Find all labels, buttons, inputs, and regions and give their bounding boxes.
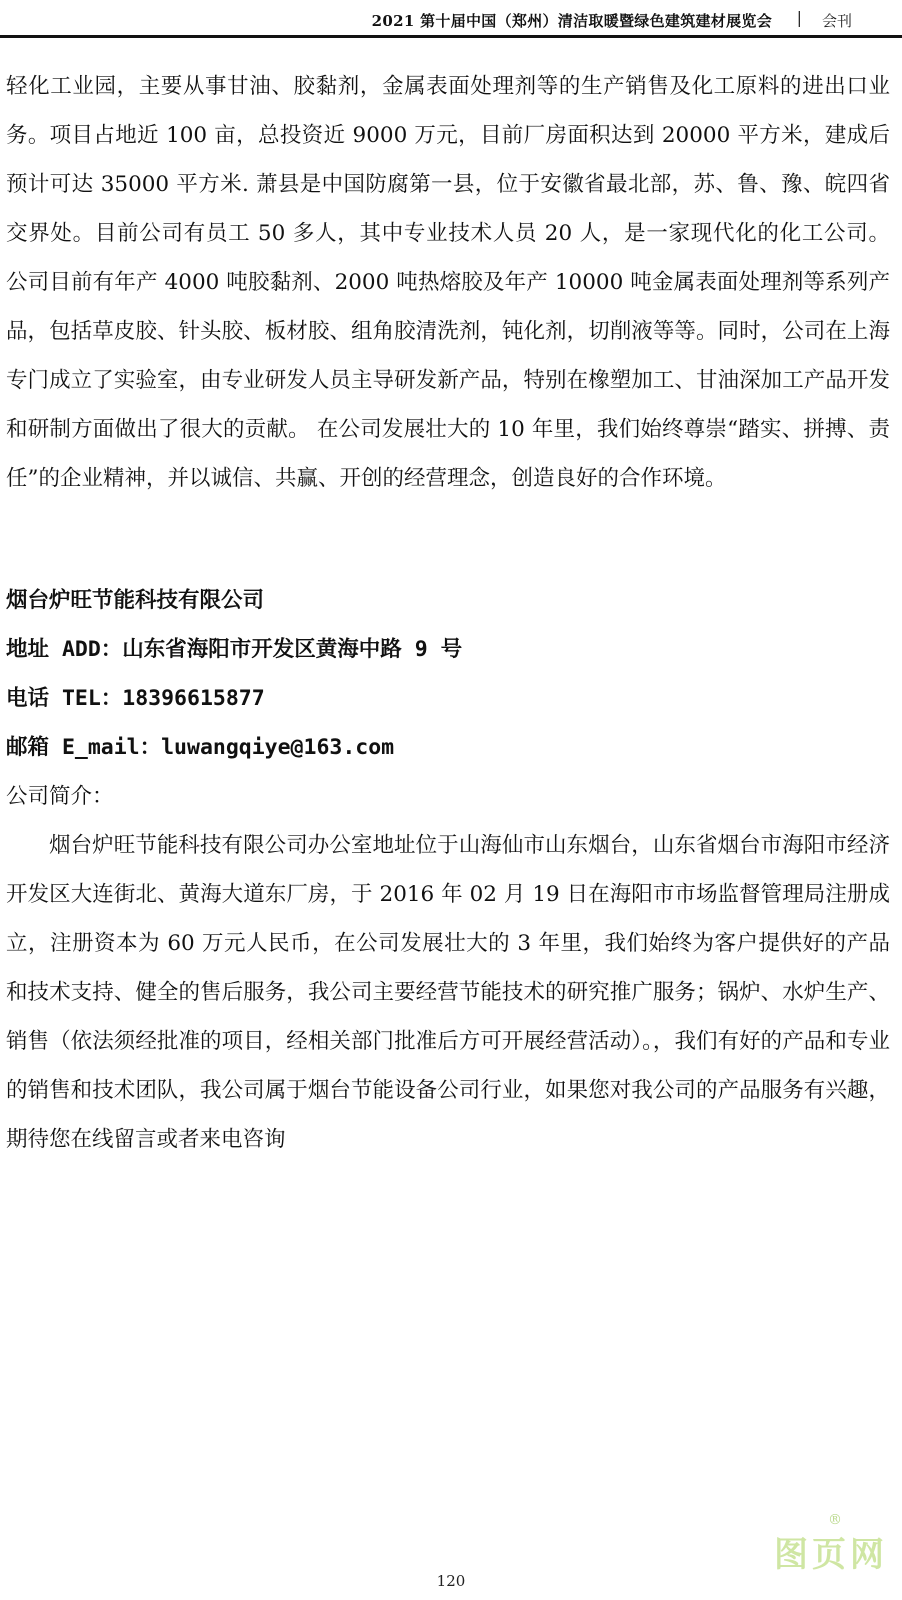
registered-mark: ® xyxy=(828,1512,842,1528)
header-title: 2021 第十届中国（郑州）清洁取暖暨绿色建筑建材展览会 xyxy=(371,12,772,30)
header-rule xyxy=(0,35,902,38)
header-separator: | xyxy=(796,8,802,27)
company-phone: 电话 TEL：18396615877 xyxy=(6,686,265,711)
company-intro-label: 公司简介： xyxy=(6,784,114,809)
page-header xyxy=(0,0,902,36)
header-tag: 会刊 xyxy=(821,12,852,30)
company-email: 邮箱 E_mail：luwangqiye@163.com xyxy=(6,735,395,760)
company-name: 烟台炉旺节能科技有限公司 xyxy=(6,588,265,613)
company-entry xyxy=(6,576,890,1164)
company-intro: 烟台炉旺节能科技有限公司办公室地址位于山海仙市山东烟台，山东省烟台市海阳市经济开发区大连街北、黄海大道东厂房，于 2016 年 02 月 19 日在海阳市市场监督管理局注册成立，注册资本为 60 万元人民币，在公司发展壮大的 3 年里，我们始终为客户提供好的产品和技术支持、健全的售后服务，我公司主要经营节能技术的研究推广服务；锅炉、水炉生产、销售（依法须经批准的项目，经相关部门批准后方可开展经营活动）。，我们有好的产品和专业的销售和技术团队，我公司属于烟台节能设备公司行业，如果您对我公司的产品服务有兴趣，期待您在线留言或者来电咨询 xyxy=(6,833,890,1152)
watermark-logo: 图页网 xyxy=(774,1535,888,1575)
continued-paragraph: 轻化工业园，主要从事甘油、胶黏剂，金属表面处理剂等的生产销售及化工原料的进出口业务。项目占地近 100 亩，总投资近 9000 万元，目前厂房面积达到 20000 平方米，建成后预计可达 35000 平方米. 萧县是中国防腐第一县，位于安徽省最北部，苏、鲁、豫、皖四省交界处。目前公司有员工 50 多人，其中专业技术人员 20 人，是一家现代化的化工公司。 公司目前有年产 4000 吨胶黏剂、2000 吨热熔胶及年产 10000 吨金属表面处理剂等系列产品，包括草皮胶、针头胶、板材胶、组角胶清洗剂，钝化剂，切削液等等。同时，公司在上海专门成立了实验室，由专业研发人员主导研发新产品，特别在橡塑加工、甘油深加工产品开发和研制方面做出了很大的贡献。 在公司发展壮大的 10 年里，我们始终尊崇“踏实、拼搏、责任”的企业精神，并以诚信、共赢、开创的经营理念，创造良好的合作环境。 xyxy=(6,74,890,491)
page-number: 120 xyxy=(436,1572,466,1590)
page-content xyxy=(6,62,890,1164)
company-address: 地址 ADD：山东省海阳市开发区黄海中路 9 号 xyxy=(6,637,463,662)
